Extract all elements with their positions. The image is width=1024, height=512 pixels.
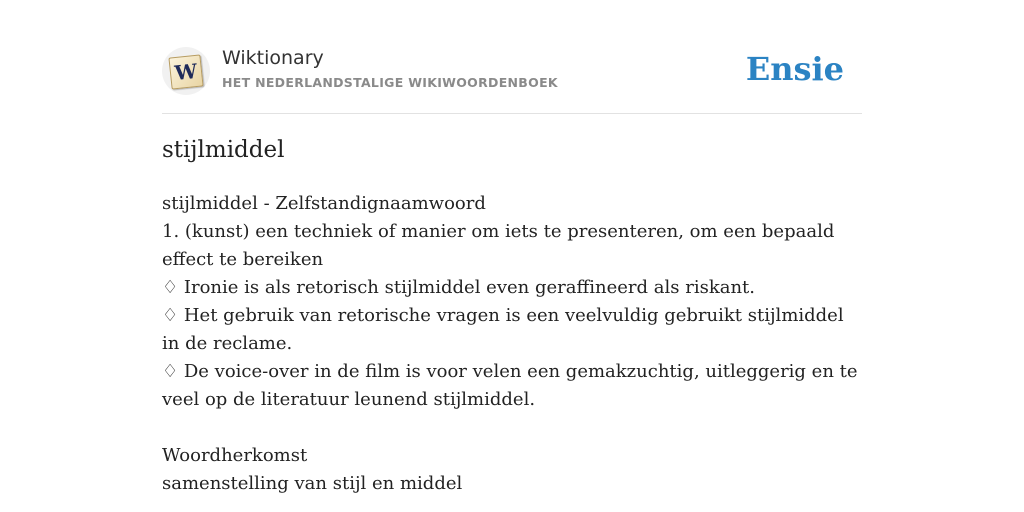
ensie-logo-link[interactable]: Ensie (745, 50, 844, 88)
page-title: stijlmiddel (162, 137, 285, 163)
site-header (162, 44, 862, 98)
brand-tagline: HET NEDERLANDSTALIGE WIKIWOORDENBOEK (222, 75, 558, 90)
wiktionary-logo-icon[interactable] (162, 47, 210, 95)
entry-content (162, 190, 862, 498)
header-divider (162, 113, 862, 114)
etymology-text: samenstelling van stijl en middel (162, 473, 463, 494)
logo-tile (168, 54, 203, 89)
etymology-heading: Woordherkomst (162, 445, 308, 466)
spacer (162, 414, 862, 442)
brand-name[interactable]: Wiktionary (222, 47, 324, 69)
example-sentence: ♢ Ironie is als retorisch stijlmiddel even geraffineerd als riskant. (162, 277, 756, 298)
word-type-line: stijlmiddel - Zelfstandignaamwoord (162, 193, 486, 214)
definition: 1. (kunst) een techniek of manier om iets te presenteren, om een bepaald effect te bereiken (162, 221, 835, 270)
example-sentence: ♢ Het gebruik van retorische vragen is een veelvuldig gebruikt stijlmiddel in de reclame. (162, 305, 844, 354)
example-sentence: ♢ De voice-over in de film is voor velen een gemakzuchtig, uitleggerig en te veel op de literatuur leunend stijlmiddel. (162, 361, 858, 410)
logo-letter: W (173, 58, 199, 86)
